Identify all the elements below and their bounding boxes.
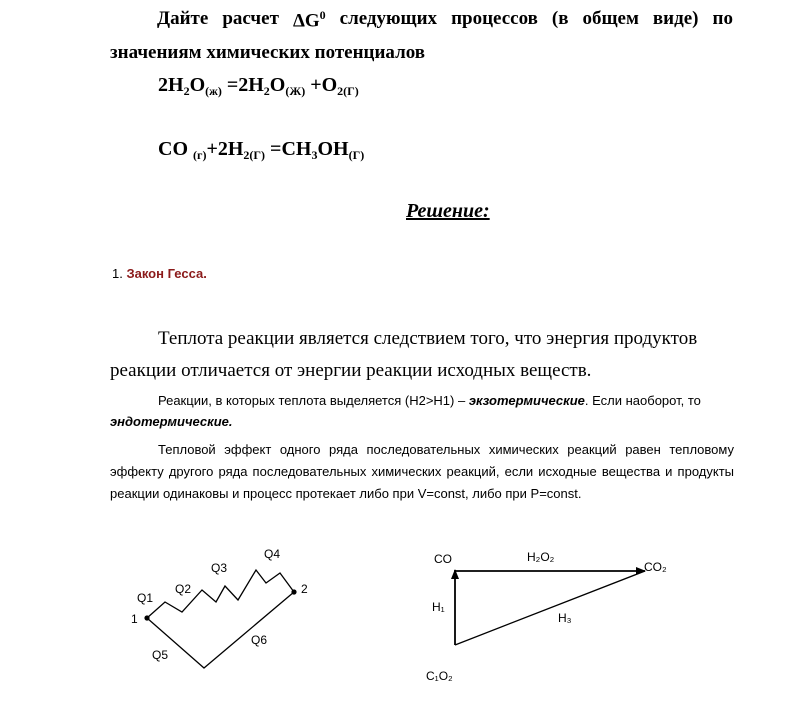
solution-heading: Решение: — [406, 200, 490, 222]
task-word: виде) — [652, 8, 699, 29]
task-word: Дайте — [157, 8, 209, 29]
paragraph-hess-law: Тепловой эффект одного ряда последовательных химических реакций равен тепловому эффекту другого ряда последовательных химических реакций, если исходные вещества и продукты реакции одинаковы и процесс протекает либо при V=const, либо при P=const. — [110, 442, 734, 501]
label-q6: Q6 — [251, 633, 268, 647]
label-point-1: 1 — [131, 612, 138, 626]
task-statement-line2: значениям химических потенциалов — [110, 42, 426, 63]
label-co2: CO₂ — [644, 560, 667, 574]
label-q3: Q3 — [211, 561, 228, 575]
task-word: расчет — [222, 8, 279, 29]
task-word: по — [712, 8, 733, 29]
line-h3 — [455, 571, 645, 645]
term-endothermic: эндотермические. — [110, 414, 233, 429]
label-h3: H₃ — [558, 611, 572, 625]
section-title-text: Закон Гесса. — [126, 266, 207, 281]
task-word: общем — [582, 8, 639, 29]
label-c1o2: C₁O₂ — [426, 669, 453, 683]
label-co: CO — [434, 552, 452, 566]
task-word-delta-g: $\Delta G^0$ — [292, 8, 326, 32]
equation-2: CO $_{(г)}+2H_{2(Г)} =CH_3OH_{(Г)}$ — [158, 138, 365, 162]
paragraph-main-line1: Теплота реакции является следствием того, что энергия продуктов — [158, 328, 698, 349]
task-statement-line1 — [157, 8, 733, 32]
delta-g-superscript: 0 — [319, 8, 326, 22]
paragraph-main-line2: реакции отличается от энергии реакции исходных веществ. — [110, 360, 592, 381]
paragraph-exo-line2 — [110, 411, 233, 433]
task-word: процессов — [451, 8, 538, 29]
equation-1: $2H_2O_{(ж)} =2H_2O_{(Ж)} +O_{2(Г)}$ — [158, 74, 359, 98]
label-q4: Q4 — [264, 547, 281, 561]
path-lower — [147, 592, 294, 668]
hess-path-diagram — [120, 540, 320, 680]
label-q5: Q5 — [152, 648, 169, 662]
term-exothermic: экзотермические — [468, 393, 585, 408]
label-h2o2: H₂O₂ — [527, 550, 555, 564]
point-2 — [291, 589, 296, 594]
label-q1: Q1 — [137, 591, 154, 605]
enthalpy-triangle-diagram — [420, 540, 680, 690]
label-h1: H₁ — [432, 600, 445, 614]
label-q2: Q2 — [175, 582, 192, 596]
section-number: 1. — [112, 266, 127, 281]
point-1 — [144, 615, 149, 620]
task-word: следующих — [339, 8, 438, 29]
section-title — [112, 266, 207, 281]
label-point-2: 2 — [301, 582, 308, 596]
paragraph-exo-line1: Реакции, в которых теплота выделяется (H2>H1) – экзотермические. Если наоборот, то — [158, 393, 701, 408]
task-word: (в — [551, 8, 569, 29]
